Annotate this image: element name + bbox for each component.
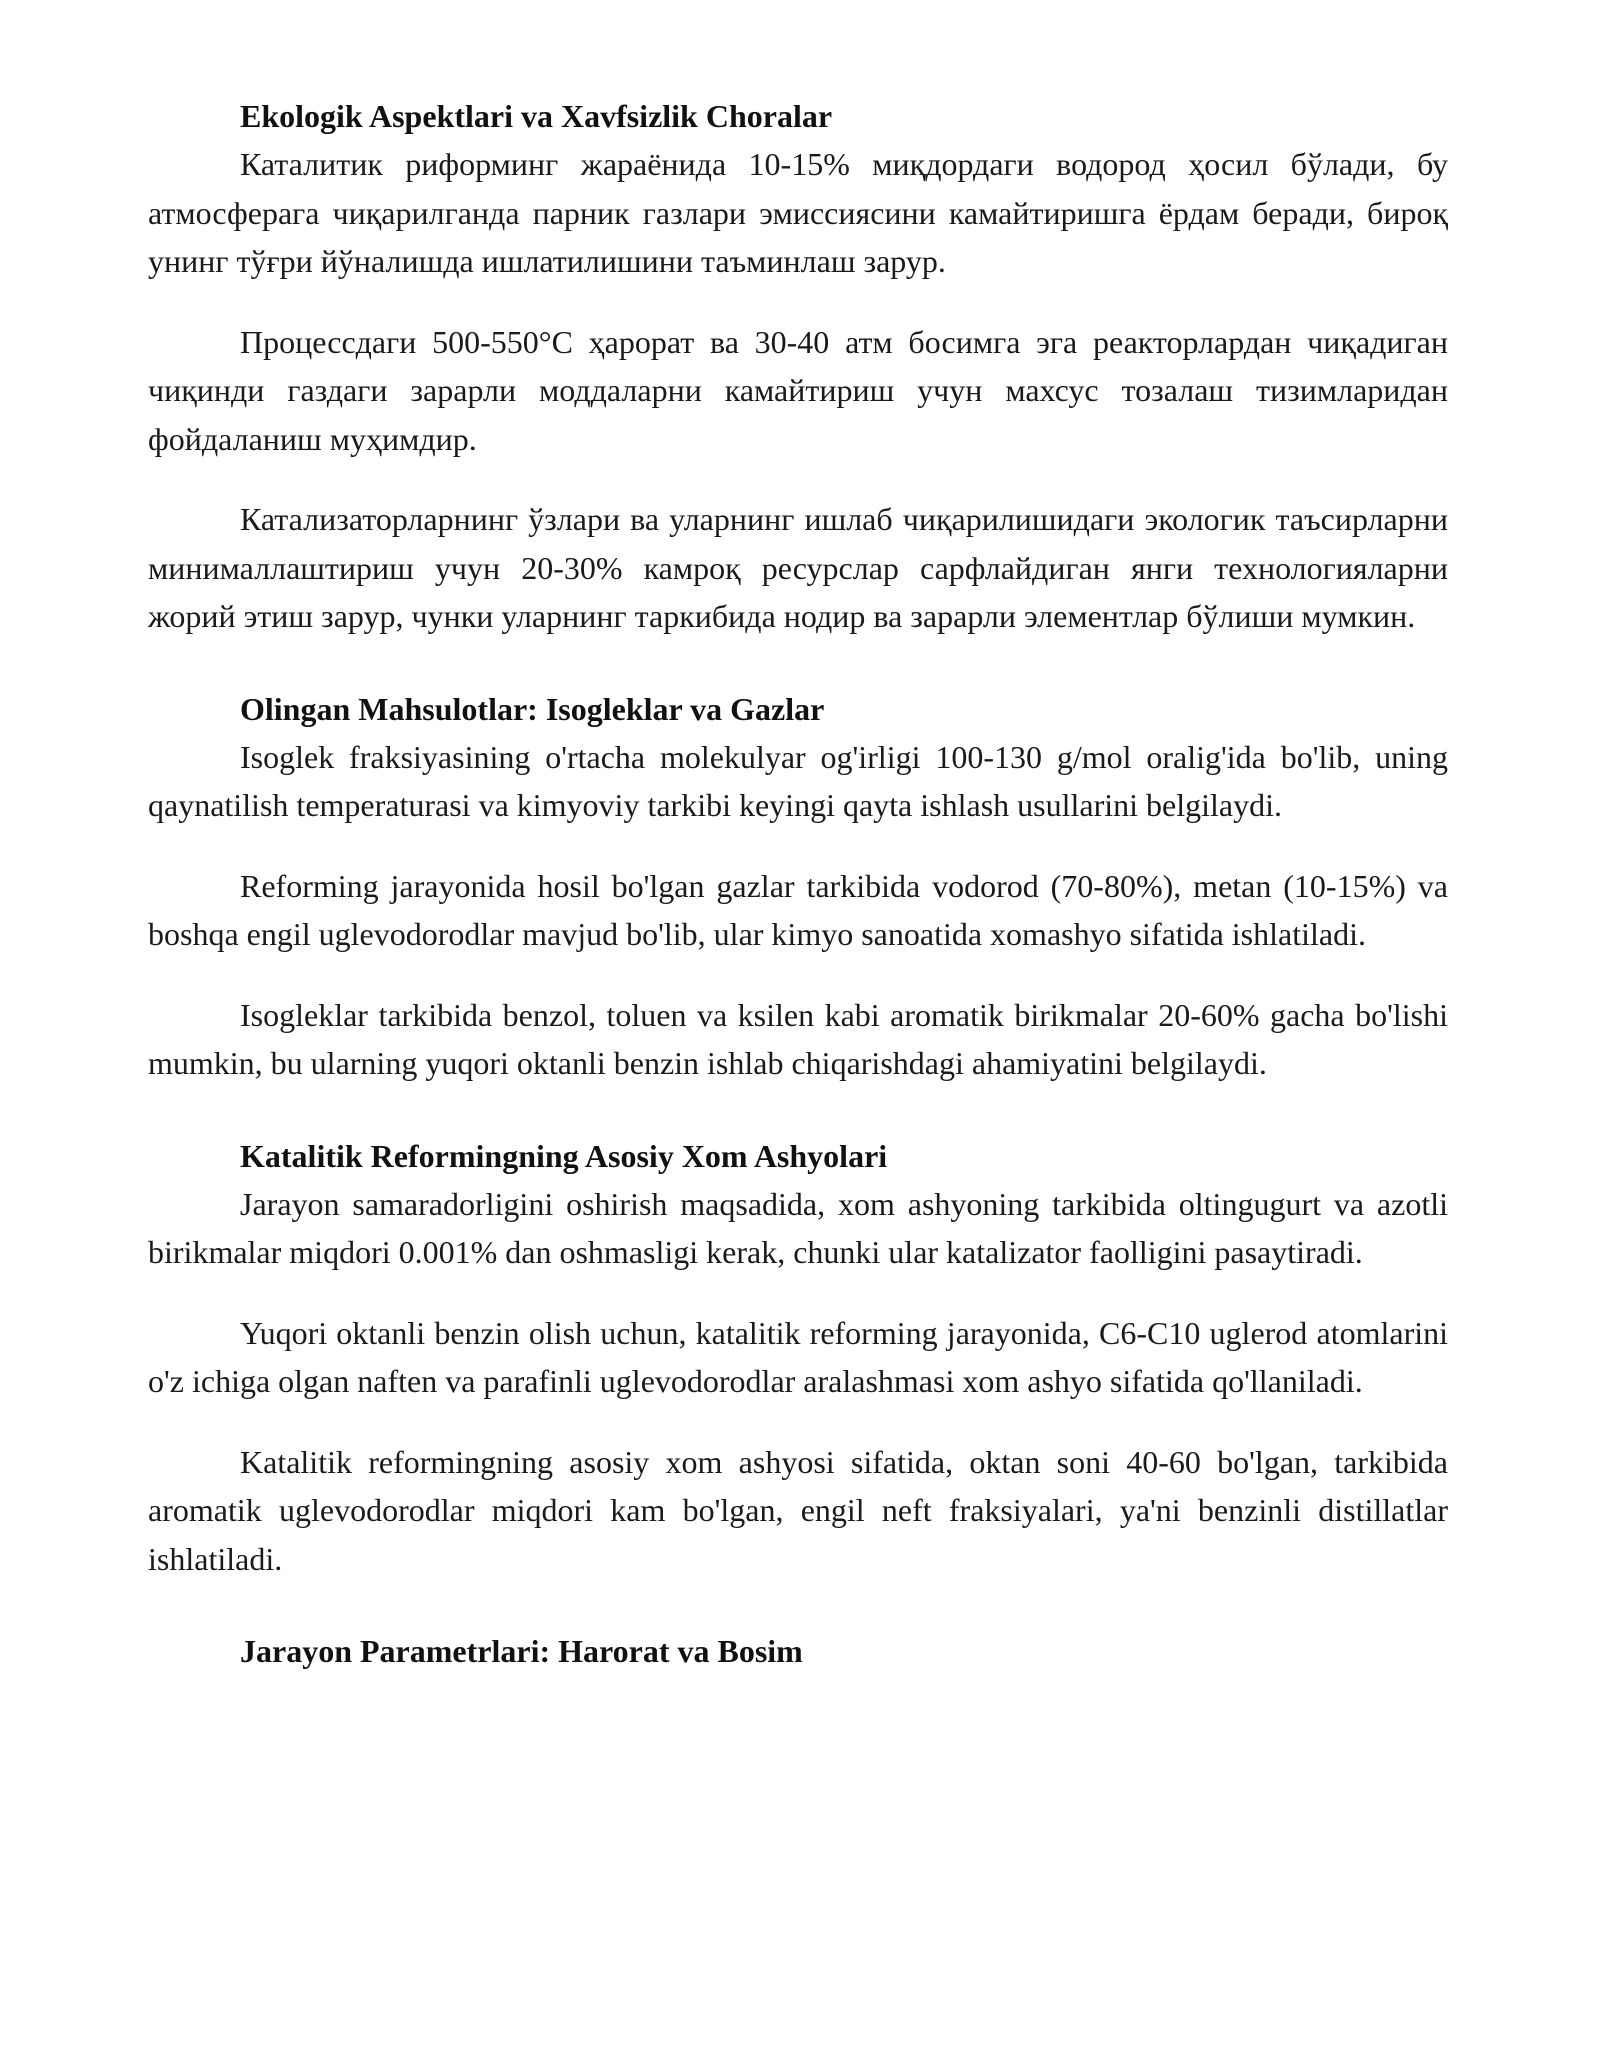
document-body xyxy=(148,92,1448,1675)
paragraph: Каталитик риформинг жараёнида 10-15% миқдордаги водород ҳосил бўлади, бу атмосферага чиқарилганда парник газлари эмиссиясини камайтиришга ёрдам беради, бироқ унинг тўғри йўналишда ишлатилишини таъминлаш зарур. xyxy=(148,146,1448,279)
paragraph: Reforming jarayonida hosil bo'lgan gazlar tarkibida vodorod (70-80%), metan (10-15%) va boshqa engil uglevodorodlar mavjud bo'lib, ular kimyo sanoatida xomashyo sifatida ishlatiladi. xyxy=(148,867,1448,952)
section-raw-materials xyxy=(148,1132,1448,1584)
paragraph: Jarayon samaradorligini oshirish maqsadida, xom ashyoning tarkibida oltingugurt va azotli birikmalar miqdori 0.001% dan oshmasligi kerak, chunki ular katalizator faolligini pasaytiradi. xyxy=(148,1185,1448,1270)
section-heading: Jarayon Parametrlari: Harorat va Bosim xyxy=(240,1633,803,1669)
section-process-parameters xyxy=(148,1627,1448,1675)
paragraph: Катализаторларнинг ўзлари ва уларнинг ишлаб чиқарилишидаги экологик таъсирларни минималлаштириш учун 20-30% камроқ ресурслар сарфлайдиган янги технологияларни жорий этиш зарур, чунки уларнинг таркибида нодир ва зарарли элементлар бўлиши мумкин. xyxy=(148,501,1448,634)
paragraph: Процессдаги 500-550°С ҳарорат ва 30-40 атм босимга эга реакторлардан чиқадиган чиқинди газдаги зарарли моддаларни камайтириш учун махсус тозалаш тизимларидан фойдаланиш муҳимдир. xyxy=(148,323,1448,457)
section-heading: Ekologik Aspektlari va Xavfsizlik Choralar xyxy=(240,98,833,134)
paragraph: Isogleklar tarkibida benzol, toluen va ksilen kabi aromatik birikmalar 20-60% gacha bo'lishi mumkin, bu ularning yuqori oktanli benzin ishlab chiqarishdagi ahamiyatini belgilaydi. xyxy=(148,996,1448,1081)
section-products xyxy=(148,685,1448,1088)
section-heading: Olingan Mahsulotlar: Isogleklar va Gazlar xyxy=(240,690,825,727)
paragraph: Isoglek fraksiyasining o'rtacha molekulyar og'irligi 100-130 g/mol oralig'ida bo'lib, uning qaynatilish temperaturasi va kimyoviy tarkibi keyingi qayta ishlash usullarini belgilaydi. xyxy=(148,738,1448,823)
paragraph: Yuqori oktanli benzin olish uchun, katalitik reforming jarayonida, C6-C10 uglerod atomlarini o'z ichiga olgan naften va parafinli uglevodorodlar aralashmasi xom ashyo sifatida qo'llaniladi. xyxy=(148,1314,1448,1399)
paragraph: Katalitik reformingning asosiy xom ashyosi sifatida, oktan soni 40-60 bo'lgan, tarkibida aromatik uglevodorodlar miqdori kam bo'lgan, engil neft fraksiyalari, ya'ni benzinli distillatlar ishlatiladi. xyxy=(148,1443,1448,1577)
section-ecology xyxy=(148,92,1448,641)
section-heading: Katalitik Reformingning Asosiy Xom Ashyolari xyxy=(240,1137,888,1174)
